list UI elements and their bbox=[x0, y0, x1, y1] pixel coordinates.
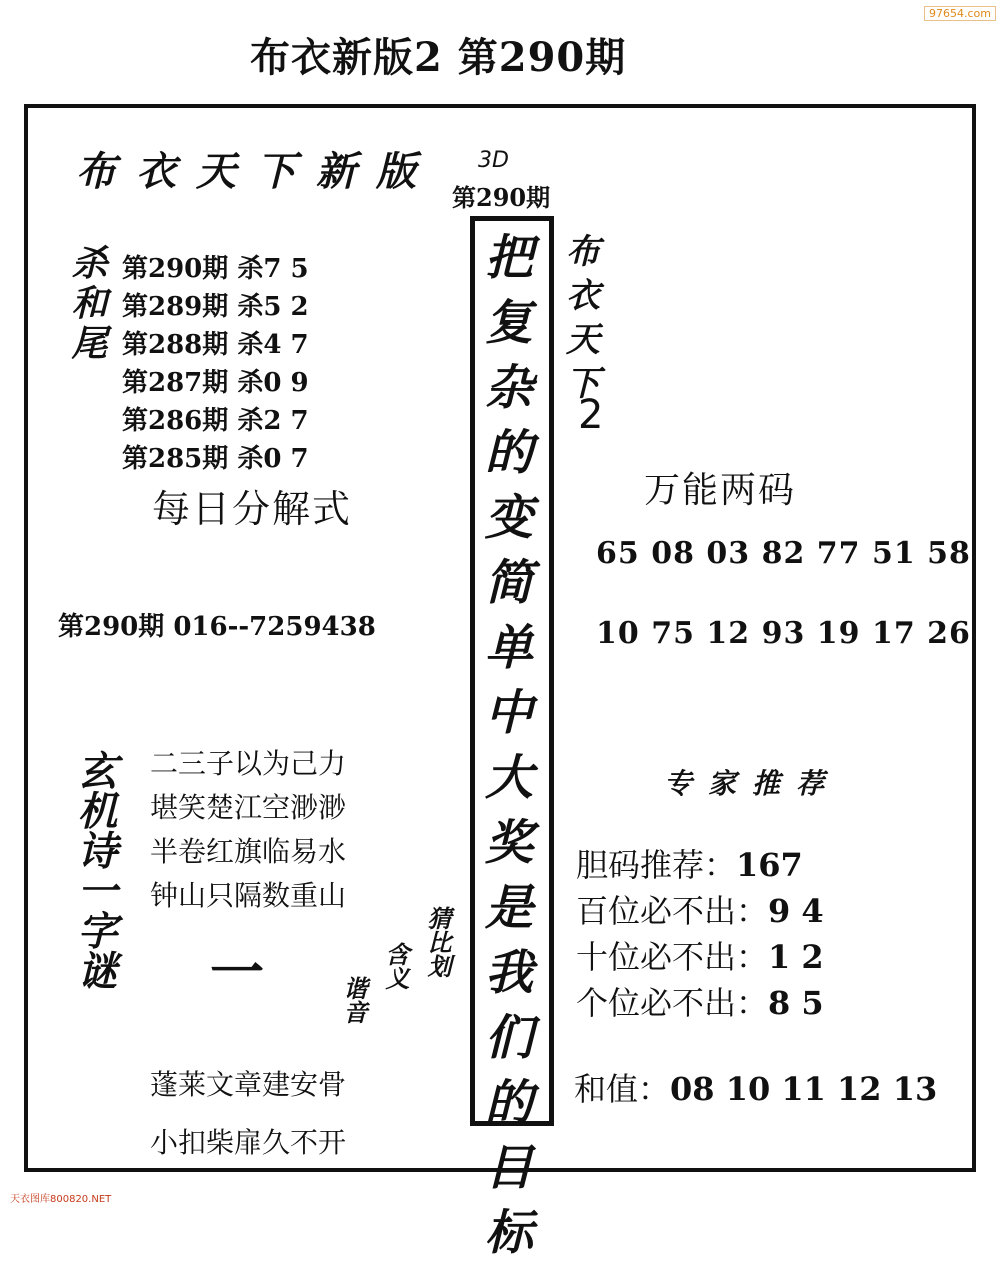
hint-meaning: 含义 bbox=[381, 942, 410, 990]
right-brand-number: 2 bbox=[578, 392, 604, 438]
hint-strokes: 猜比划 bbox=[423, 906, 452, 978]
hundreds-label: 百位必不出： bbox=[576, 892, 769, 930]
decomposition-heading: 每日分解式 bbox=[152, 487, 353, 531]
banner-title: 布衣天下新版 bbox=[76, 148, 436, 195]
sha-label: 杀和尾 bbox=[66, 244, 108, 364]
issue-number: 第290期 bbox=[452, 183, 551, 212]
slogan-text: 把复杂的变简单中大奖是我们的目标 bbox=[484, 230, 533, 1261]
expert-heading: 专家推荐 bbox=[664, 767, 841, 800]
poem-line: 堪笑楚江空渺渺 bbox=[150, 791, 347, 824]
sha-item: 第286期 杀2 7 bbox=[122, 406, 309, 436]
poem-lines bbox=[150, 742, 346, 918]
hundreds-line bbox=[576, 888, 824, 934]
poem-line: 蓬莱文章建安骨 bbox=[150, 1068, 347, 1101]
sum-value: 08 10 11 12 13 bbox=[670, 1070, 938, 1108]
page-title: 布衣新版2 第290期 bbox=[250, 34, 627, 81]
tens-value: 1 2 bbox=[768, 938, 824, 976]
dan-code-label: 胆码推荐： bbox=[576, 846, 737, 884]
sha-item: 第290期 杀7 5 bbox=[122, 254, 309, 284]
footer-watermark: 天衣图库800820.NET bbox=[10, 1194, 112, 1205]
poem-line: 二三子以为己力 bbox=[150, 747, 347, 780]
tens-label: 十位必不出： bbox=[576, 938, 769, 976]
sha-item: 第285期 杀0 7 bbox=[122, 444, 309, 474]
poem-label: 玄机诗一字谜 bbox=[71, 750, 118, 990]
poem-line: 钟山只隔数重山 bbox=[150, 879, 347, 912]
units-label: 个位必不出： bbox=[576, 984, 769, 1022]
poem-line: 小扣柴扉久不开 bbox=[150, 1126, 347, 1159]
poem2-lines bbox=[150, 1056, 346, 1172]
decomposition-line: 第290期 016--7259438 bbox=[58, 612, 376, 642]
sha-item: 第289期 杀5 2 bbox=[122, 292, 309, 322]
poem-line: 半卷红旗临易水 bbox=[150, 835, 347, 868]
expert-list bbox=[576, 842, 824, 1026]
sha-item: 第287期 杀0 9 bbox=[122, 368, 309, 398]
sum-line bbox=[574, 1064, 937, 1110]
tens-line bbox=[576, 934, 824, 980]
hint-homophone: 谐音 bbox=[339, 976, 368, 1024]
wanneng-row-1: 65 08 03 82 77 51 58 bbox=[596, 536, 971, 571]
wanneng-row-2: 10 75 12 93 19 17 26 bbox=[596, 616, 971, 651]
riddle-character: 一 bbox=[210, 940, 264, 1004]
dan-code-line bbox=[576, 842, 824, 888]
sha-item: 第288期 杀4 7 bbox=[122, 330, 309, 360]
sha-list bbox=[122, 250, 309, 478]
site-watermark: 97654.com bbox=[924, 6, 996, 21]
dan-code-value: 167 bbox=[736, 846, 803, 884]
lottery-type-tag: 3D bbox=[478, 148, 509, 173]
units-line bbox=[576, 980, 824, 1026]
wanneng-heading: 万能两码 bbox=[644, 470, 797, 511]
units-value: 8 5 bbox=[768, 984, 824, 1022]
hundreds-value: 9 4 bbox=[768, 892, 824, 930]
sum-label: 和值： bbox=[574, 1070, 671, 1108]
right-brand: 布衣天下 bbox=[566, 232, 600, 404]
